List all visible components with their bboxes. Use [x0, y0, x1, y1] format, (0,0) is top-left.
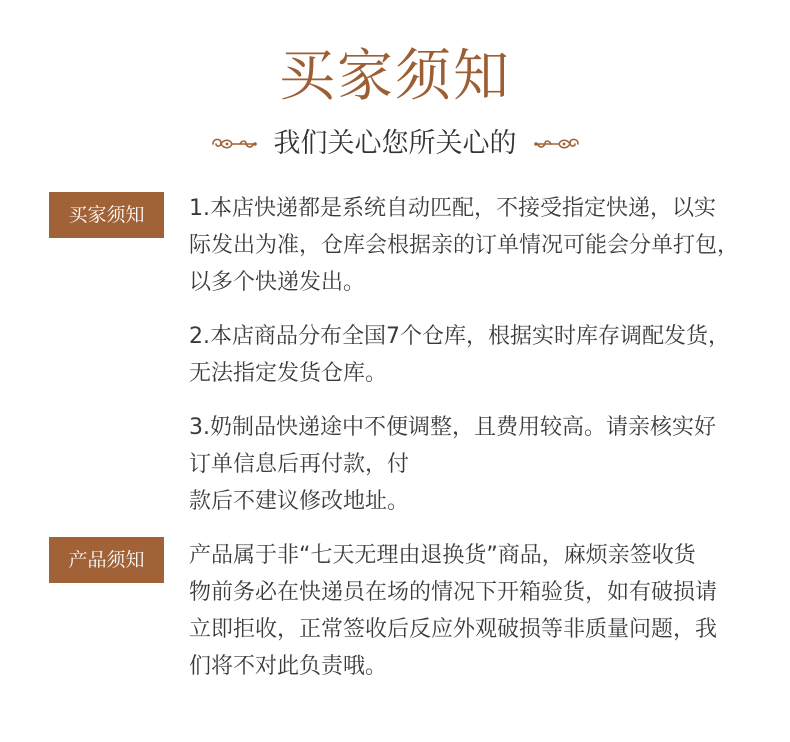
product-notice-content — [189, 537, 754, 685]
page-title: 买家须知 — [279, 44, 511, 109]
text-line: 款后不建议修改地址。 — [189, 489, 410, 514]
right-ornament-icon — [533, 135, 581, 153]
text-line: 以多个快递发出。 — [189, 270, 366, 295]
product-notice-tag: 产品须知 — [49, 537, 164, 583]
buyer-notice-tag: 买家须知 — [49, 192, 164, 238]
text-line: 际发出为准，仓库会根据亲的订单情况可能会分单打包， — [189, 233, 740, 258]
text-line: 2.本店商品分布全国7个仓库，根据实时库存调配发货， — [189, 324, 730, 349]
buyer-notice-content — [189, 190, 754, 520]
page-subtitle: 我们关心您所关心的 — [273, 128, 517, 159]
text-line: 们将不对此负责哦。 — [189, 654, 388, 679]
notice-paragraph-1 — [189, 190, 754, 301]
subtitle-row — [0, 122, 790, 166]
text-line: 订单信息后再付款，付 — [189, 452, 410, 477]
text-line: 产品属于非“七天无理由退换货”商品，麻烦亲签收货 — [189, 543, 696, 568]
notice-paragraph-3 — [189, 409, 754, 520]
text-line: 物前务必在快递员在场的情况下开箱验货，如有破损请 — [189, 580, 718, 605]
text-line: 1.本店快递都是系统自动匹配，不接受指定快递，以实 — [189, 196, 716, 221]
text-line: 无法指定发货仓库。 — [189, 361, 388, 386]
product-paragraph — [189, 537, 754, 685]
notice-paragraph-2 — [189, 318, 754, 392]
left-ornament-icon — [210, 135, 258, 153]
text-line: 3.奶制品快递途中不便调整，且费用较高。请亲核实好 — [189, 415, 716, 440]
text-line: 立即拒收，正常签收后反应外观破损等非质量问题，我 — [189, 617, 718, 642]
